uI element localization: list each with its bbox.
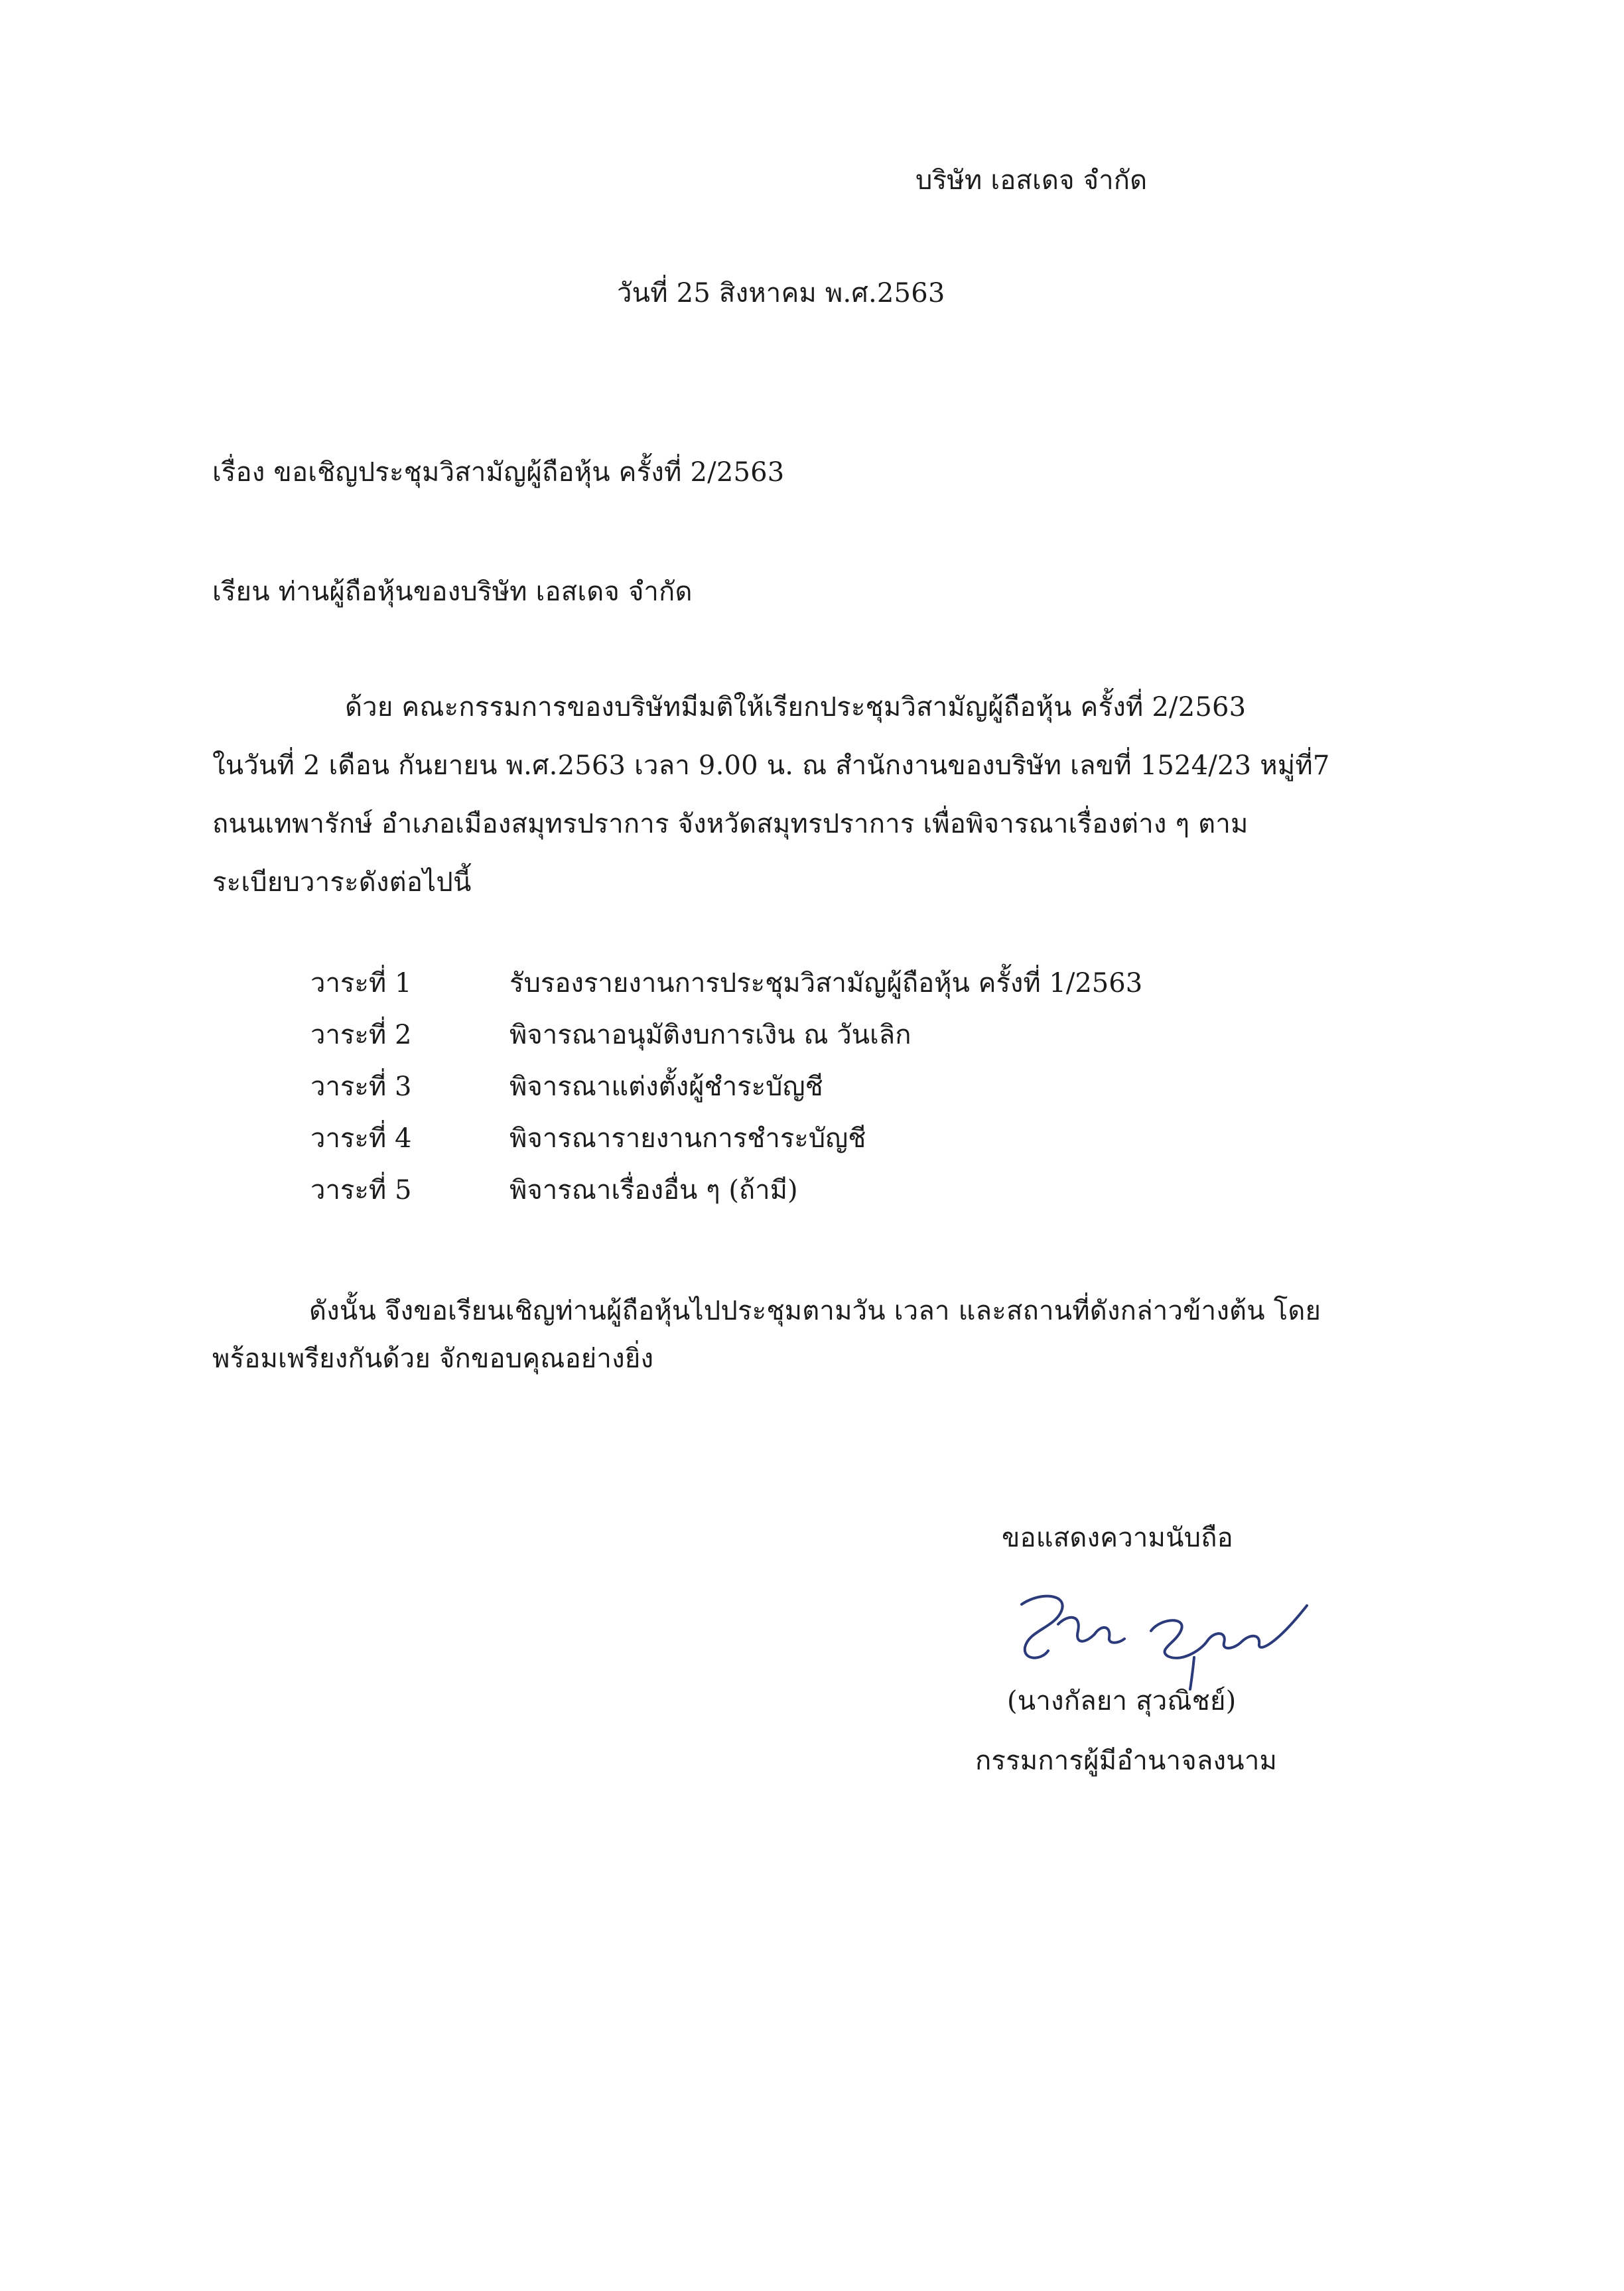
agenda-number: วาระที่ 3	[310, 1072, 412, 1102]
agenda-text: พิจารณารายงานการชำระบัญชี	[509, 1123, 866, 1154]
paragraph-line: พร้อมเพรียงกันด้วย จักขอบคุณอย่างยิ่ง	[212, 1344, 654, 1374]
agenda-text: พิจารณาเรื่องอื่น ๆ (ถ้ามี)	[509, 1175, 798, 1206]
paragraph-line: ในวันที่ 2 เดือน กันยายน พ.ศ.2563 เวลา 9.00 น. ณ สำนักงานของบริษัท เลขที่ 1524/23 หมู่ที่7	[212, 750, 1330, 781]
signer-position: กรรมการผู้มีอำนาจลงนาม	[975, 1746, 1278, 1776]
paragraph-line: ถนนเทพารักษ์ อำเภอเมืองสมุทรปราการ จังหวัดสมุทรปราการ เพื่อพิจารณาเรื่องต่าง ๆ ตาม	[212, 809, 1249, 839]
letter-salutation: เรียน ท่านผู้ถือหุ้นของบริษัท เอสเดจ จำกัด	[212, 577, 693, 607]
letter-date: วันที่ 25 สิงหาคม พ.ศ.2563	[617, 278, 945, 309]
agenda-text: รับรองรายงานการประชุมวิสามัญผู้ถือหุ้น ครั้งที่ 1/2563	[509, 968, 1143, 999]
agenda-item	[310, 1120, 1142, 1172]
paragraph-line: ระเบียบวาระดังต่อไปนี้	[212, 867, 472, 898]
agenda-number: วาระที่ 4	[310, 1123, 412, 1154]
agenda-item	[310, 1068, 1142, 1120]
agenda-item	[310, 1016, 1142, 1068]
closing-phrase: ขอแสดงความนับถือ	[1002, 1523, 1233, 1553]
body-paragraph-1	[212, 689, 1370, 922]
agenda-item	[310, 965, 1142, 1016]
paragraph-line: ดังนั้น จึงขอเรียนเชิญท่านผู้ถือหุ้นไปประชุมตามวัน เวลา และสถานที่ดังกล่าวข้างต้น โดย	[309, 1296, 1321, 1326]
agenda-text: พิจารณาอนุมัติงบการเงิน ณ วันเลิก	[509, 1020, 912, 1050]
agenda-number: วาระที่ 2	[310, 1020, 412, 1050]
agenda-text: พิจารณาแต่งตั้งผู้ชำระบัญชี	[509, 1072, 823, 1102]
agenda-number: วาระที่ 5	[310, 1175, 412, 1206]
signer-name: (นางกัลยา สุวณิชย์)	[1007, 1686, 1237, 1716]
agenda-number: วาระที่ 1	[310, 968, 412, 999]
agenda-list	[310, 965, 1142, 1223]
agenda-item	[310, 1172, 1142, 1223]
letter-subject: เรื่อง ขอเชิญประชุมวิสามัญผู้ถือหุ้น ครั้งที่ 2/2563	[212, 457, 785, 488]
handwritten-signature	[995, 1578, 1320, 1691]
body-paragraph-2	[212, 1292, 1370, 1388]
paragraph-line: ด้วย คณะกรรมการของบริษัทมีมติให้เรียกประชุมวิสามัญผู้ถือหุ้น ครั้งที่ 2/2563	[345, 692, 1247, 723]
company-name: บริษัท เอสเดจ จำกัด	[915, 165, 1148, 196]
